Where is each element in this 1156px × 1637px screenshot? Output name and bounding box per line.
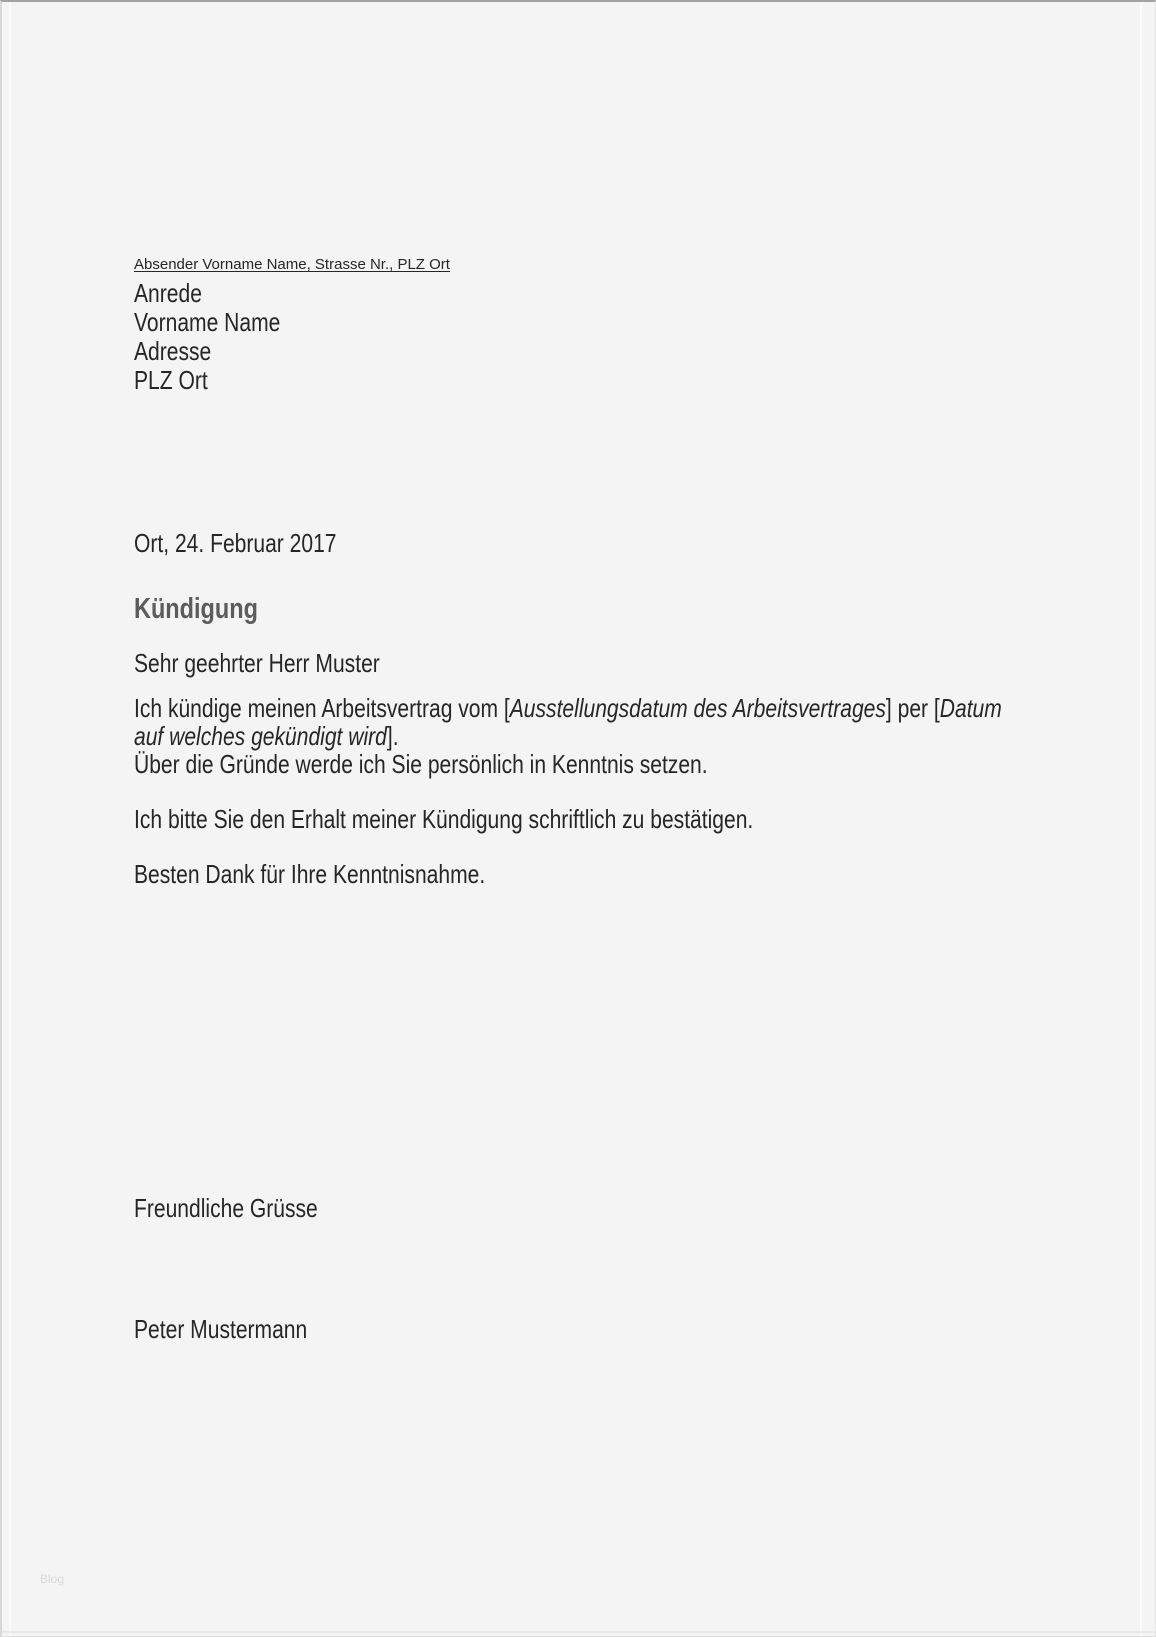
recipient-name-line: Vorname Name	[134, 307, 281, 337]
recipient-salutation-line: Anrede	[134, 278, 202, 308]
recipient-street-line: Adresse	[134, 336, 212, 366]
closing-line: Freundliche Grüsse	[134, 1193, 318, 1223]
recipient-city-line: PLZ Ort	[134, 365, 208, 395]
scan-edge-left	[9, 2, 11, 1636]
date-line: Ort, 24. Februar 2017	[134, 528, 337, 558]
sender-address-line: Absender Vorname Name, Strasse Nr., PLZ Ort	[134, 256, 450, 273]
letter-title: Kündigung	[134, 593, 258, 625]
scan-edge-bottom	[2, 1631, 1155, 1633]
corner-watermark: Blog	[40, 1572, 65, 1586]
salutation-line: Sehr geehrter Herr Muster	[134, 648, 380, 678]
body-paragraph-2: Ich bitte Sie den Erhalt meiner Kündigung schriftlich zu bestätigen.	[134, 804, 754, 834]
body-paragraph-3: Besten Dank für Ihre Kenntnisnahme.	[134, 859, 486, 889]
body-paragraph-1: Ich kündige meinen Arbeitsvertrag vom [Ausstellungsdatum des Arbeitsvertrages] per [Datum auf welches gekündigt wird]. Über die Gründe werde ich Sie persönlich in Kenntnis setzen.	[134, 693, 1002, 779]
signature-name: Peter Mustermann	[134, 1314, 308, 1344]
recipient-block	[134, 279, 280, 395]
scan-edge-right	[1140, 2, 1142, 1636]
